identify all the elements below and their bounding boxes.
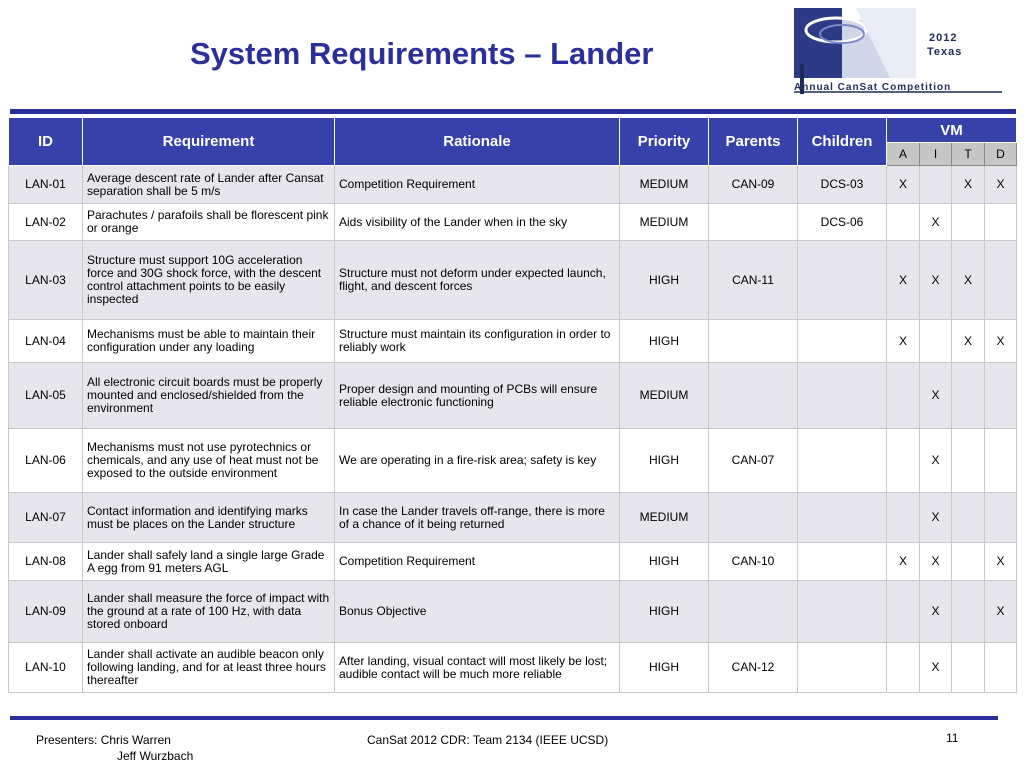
cell-rationale: We are operating in a fire-risk area; safety is key (335, 429, 620, 493)
cell-children (798, 363, 887, 429)
col-header-requirement: Requirement (83, 118, 335, 166)
cell-rationale: Competition Requirement (335, 543, 620, 581)
cell-id: LAN-08 (9, 543, 83, 581)
table-row (9, 493, 1017, 543)
cell-parents: CAN-10 (709, 543, 798, 581)
cell-vm-i: X (920, 429, 952, 493)
cell-vm-t (952, 543, 985, 581)
cell-requirement: Lander shall safely land a single large Grade A egg from 91 meters AGL (83, 543, 335, 581)
col-header-id: ID (9, 118, 83, 166)
cell-vm-a (887, 429, 920, 493)
cell-vm-t: X (952, 166, 985, 204)
col-header-priority: Priority (620, 118, 709, 166)
cell-priority: HIGH (620, 581, 709, 643)
cell-parents: CAN-07 (709, 429, 798, 493)
logo-competition: Annual CanSat Competition (794, 82, 952, 93)
cell-parents (709, 581, 798, 643)
cell-children (798, 543, 887, 581)
cell-rationale: Aids visibility of the Lander when in the sky (335, 204, 620, 241)
cansat-logo (786, 4, 1010, 102)
vm-col-a: A (887, 143, 920, 166)
cell-rationale: Bonus Objective (335, 581, 620, 643)
cell-requirement: Mechanisms must not use pyrotechnics or chemicals, and any use of heat must not be exposed to the outside environment (83, 429, 335, 493)
cell-rationale: Competition Requirement (335, 166, 620, 204)
cell-rationale: Structure must not deform under expected launch, flight, and descent forces (335, 241, 620, 320)
cell-vm-t (952, 429, 985, 493)
col-header-parents: Parents (709, 118, 798, 166)
cell-id: LAN-03 (9, 241, 83, 320)
vm-col-i: I (920, 143, 952, 166)
cell-vm-d: X (985, 320, 1017, 363)
cell-vm-a (887, 643, 920, 693)
footer-rule (10, 716, 998, 720)
cell-id: LAN-10 (9, 643, 83, 693)
cell-rationale: After landing, visual contact will most likely be lost; audible contact will be much more reliable (335, 643, 620, 693)
cell-children (798, 581, 887, 643)
cell-parents: CAN-11 (709, 241, 798, 320)
presenters-label: Presenters: (36, 733, 98, 747)
cell-vm-a: X (887, 320, 920, 363)
cell-priority: HIGH (620, 241, 709, 320)
cell-priority: HIGH (620, 643, 709, 693)
cell-requirement: Structure must support 10G acceleration force and 30G shock force, with the descent control attachment points to be easily inspected (83, 241, 335, 320)
cell-requirement: Lander shall activate an audible beacon only following landing, and for at least three hours thereafter (83, 643, 335, 693)
cell-parents: CAN-09 (709, 166, 798, 204)
cell-parents (709, 320, 798, 363)
cell-vm-d: X (985, 166, 1017, 204)
cell-rationale: Structure must maintain its configuration in order to reliably work (335, 320, 620, 363)
cell-children: DCS-06 (798, 204, 887, 241)
cell-vm-a (887, 493, 920, 543)
cell-priority: HIGH (620, 429, 709, 493)
logo-state: Texas (927, 46, 963, 58)
cell-children: DCS-03 (798, 166, 887, 204)
logo-year: 2012 (929, 32, 958, 44)
cell-vm-a (887, 363, 920, 429)
cell-vm-i: X (920, 241, 952, 320)
cell-vm-i: X (920, 204, 952, 241)
cell-vm-i: X (920, 643, 952, 693)
cell-vm-d (985, 493, 1017, 543)
cell-vm-t (952, 581, 985, 643)
footer-event: CanSat 2012 CDR: Team 2134 (IEEE UCSD) (367, 733, 609, 747)
cell-children (798, 493, 887, 543)
cell-id: LAN-04 (9, 320, 83, 363)
table-row (9, 241, 1017, 320)
cell-priority: HIGH (620, 543, 709, 581)
cell-vm-i: X (920, 363, 952, 429)
cell-requirement: Parachutes / parafoils shall be florescent pink or orange (83, 204, 335, 241)
table-row (9, 429, 1017, 493)
cell-vm-t: X (952, 241, 985, 320)
cell-parents (709, 204, 798, 241)
cell-vm-t (952, 643, 985, 693)
cell-vm-d (985, 241, 1017, 320)
cell-priority: MEDIUM (620, 204, 709, 241)
cell-children (798, 320, 887, 363)
col-header-vm: VM (887, 118, 1017, 143)
page-title: System Requirements – Lander (190, 36, 654, 71)
cell-requirement: Average descent rate of Lander after Cansat separation shall be 5 m/s (83, 166, 335, 204)
cell-vm-d (985, 643, 1017, 693)
cell-priority: HIGH (620, 320, 709, 363)
header-rule (10, 109, 1016, 114)
cell-vm-i: X (920, 543, 952, 581)
cell-vm-a: X (887, 543, 920, 581)
table-row (9, 543, 1017, 581)
cell-vm-i (920, 320, 952, 363)
cell-vm-t (952, 204, 985, 241)
cell-vm-a: X (887, 241, 920, 320)
table-row (9, 204, 1017, 241)
cell-vm-d (985, 429, 1017, 493)
table-row (9, 581, 1017, 643)
presenter-name: Jeff Wurzbach (117, 749, 194, 763)
cell-vm-i: X (920, 493, 952, 543)
cell-requirement: Contact information and identifying marks must be places on the Lander structure (83, 493, 335, 543)
cell-vm-a (887, 581, 920, 643)
col-header-children: Children (798, 118, 887, 166)
cell-requirement: All electronic circuit boards must be properly mounted and enclosed/shielded from the environment (83, 363, 335, 429)
page-number: 11 (946, 731, 959, 745)
cell-priority: MEDIUM (620, 166, 709, 204)
cell-vm-t: X (952, 320, 985, 363)
cell-rationale: Proper design and mounting of PCBs will ensure reliable electronic functioning (335, 363, 620, 429)
cell-id: LAN-09 (9, 581, 83, 643)
cell-vm-i (920, 166, 952, 204)
cell-vm-d: X (985, 581, 1017, 643)
cell-vm-d (985, 204, 1017, 241)
cell-id: LAN-01 (9, 166, 83, 204)
cell-vm-t (952, 493, 985, 543)
cell-id: LAN-07 (9, 493, 83, 543)
cell-vm-a: X (887, 166, 920, 204)
table-row (9, 363, 1017, 429)
cell-priority: MEDIUM (620, 493, 709, 543)
table-row (9, 320, 1017, 363)
cell-vm-d (985, 363, 1017, 429)
table-row (9, 166, 1017, 204)
cell-children (798, 241, 887, 320)
presenter-name: Chris Warren (100, 733, 171, 747)
cell-children (798, 429, 887, 493)
cell-rationale: In case the Lander travels off-range, there is more of a chance of it being returned (335, 493, 620, 543)
cell-id: LAN-02 (9, 204, 83, 241)
cell-id: LAN-06 (9, 429, 83, 493)
cell-vm-i: X (920, 581, 952, 643)
cell-vm-d: X (985, 543, 1017, 581)
vm-col-t: T (952, 143, 985, 166)
requirements-table (8, 117, 1017, 693)
table-row (9, 643, 1017, 693)
cell-requirement: Lander shall measure the force of impact with the ground at a rate of 100 Hz, with data stored onboard (83, 581, 335, 643)
footer-presenters (36, 733, 194, 763)
cell-children (798, 643, 887, 693)
cell-vm-a (887, 204, 920, 241)
vm-col-d: D (985, 143, 1017, 166)
cell-id: LAN-05 (9, 363, 83, 429)
cell-parents: CAN-12 (709, 643, 798, 693)
cell-requirement: Mechanisms must be able to maintain their configuration under any loading (83, 320, 335, 363)
col-header-rationale: Rationale (335, 118, 620, 166)
cell-priority: MEDIUM (620, 363, 709, 429)
cell-parents (709, 363, 798, 429)
cell-parents (709, 493, 798, 543)
cell-vm-t (952, 363, 985, 429)
